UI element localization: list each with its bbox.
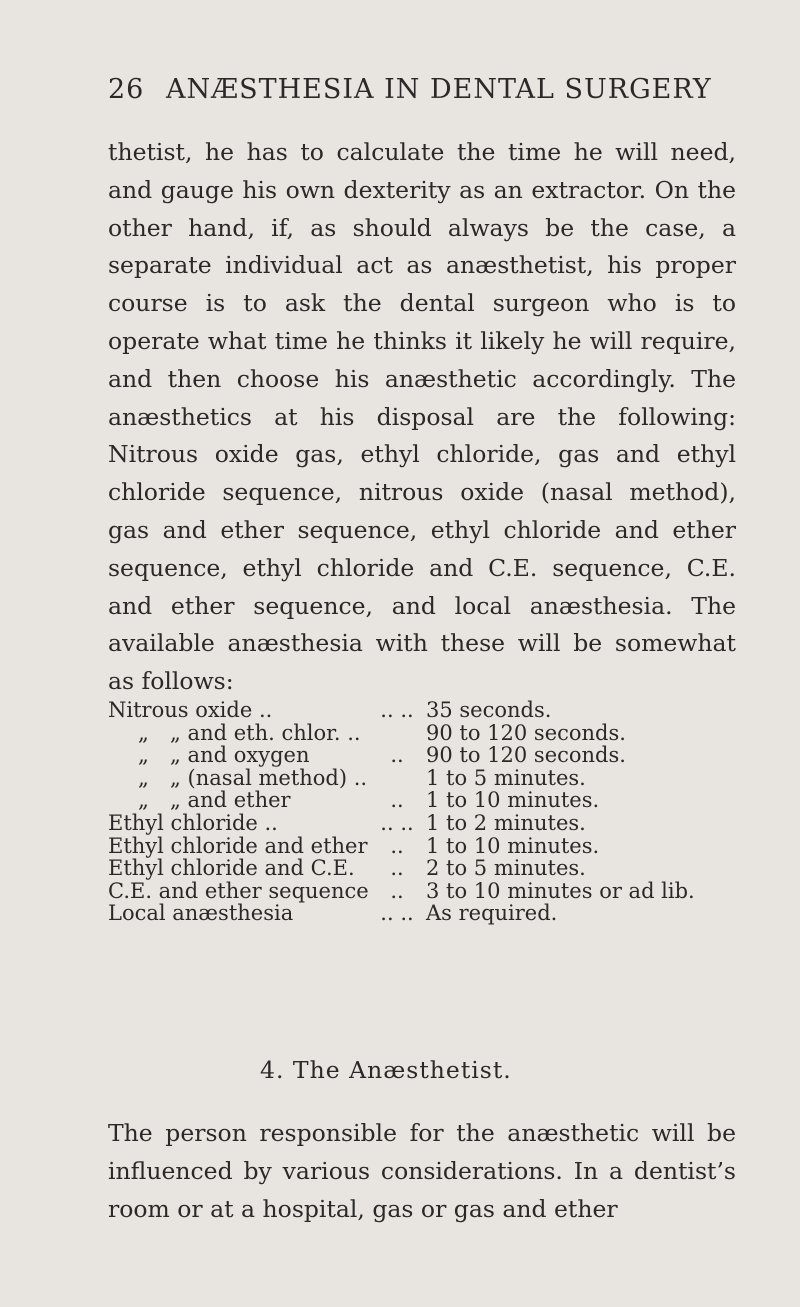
duration-value: 1 to 5 minutes.: [426, 765, 586, 790]
leader-dots: .. ..: [380, 901, 414, 926]
duration-value: 1 to 2 minutes.: [426, 810, 586, 835]
table-row: [108, 722, 768, 745]
leader-dots: ..: [390, 788, 404, 813]
leader-dots: .. ..: [380, 810, 414, 835]
running-head: [108, 74, 712, 105]
table-row: [108, 902, 768, 925]
table-row: [108, 699, 768, 722]
leader-dots: .. ..: [380, 698, 414, 722]
anaesthetic-label: „ „ (nasal method) ..: [108, 767, 368, 790]
leader-dots: ..: [390, 856, 404, 881]
table-row: [108, 857, 768, 880]
ditto-mark: „: [138, 788, 149, 813]
anaesthetic-label: „ „ and oxygen: [108, 744, 368, 767]
anaesthetic-label: „ „ and eth. chlor. ..: [108, 722, 368, 745]
section-number: 4.: [260, 1056, 285, 1084]
table-row: [108, 835, 768, 858]
table-row: [108, 812, 768, 835]
section-heading: [260, 1056, 512, 1084]
section-title-text: The Anæsthetist.: [292, 1056, 512, 1084]
anaesthetic-label: C.E. and ether sequence: [108, 878, 369, 903]
duration-value: 35 seconds.: [426, 698, 552, 722]
duration-value: 90 to 120 seconds.: [426, 720, 626, 745]
duration-value: 3 to 10 minutes or ad lib.: [426, 878, 695, 903]
leader-dots: ..: [390, 878, 404, 903]
anaesthetic-label: Ethyl chloride and C.E.: [108, 856, 355, 881]
table-row: [108, 767, 768, 790]
table-row: [108, 744, 768, 767]
page-number: 26: [108, 74, 145, 105]
body-paragraph: thetist, he has to calculate the time he will need, and gauge his own dexterity as an extractor. On the other hand, if, as should always be the case, a separate individual act as anæsthetist, his proper course is to ask the dental surgeon who is to operate what time he thinks it likely he will require, and then choose his anæsthetic accordingly. The anæsthetics at his disposal are the following: Nitrous oxide gas, ethyl chloride, gas and ethyl chloride sequence, nitrous oxide (nasal method), gas and ether sequence, ethyl chloride and ether sequence, ethyl chloride and C.E. sequence, C.E. and ether sequence, and local anæsthesia. The available anæsthesia with these will be somewhat as follows:: [108, 138, 736, 696]
duration-value: 1 to 10 minutes.: [426, 833, 600, 858]
leader-dots: ..: [390, 833, 404, 858]
duration-value: As required.: [426, 901, 558, 926]
anaesthetic-label: Ethyl chloride and ether: [108, 833, 368, 858]
ditto-mark: „: [138, 720, 149, 745]
anaesthetic-label: Local anæsthesia: [108, 901, 294, 926]
duration-value: 90 to 120 seconds.: [426, 743, 626, 768]
leader-dots: [368, 767, 426, 790]
anaesthetic-label: Nitrous oxide ..: [108, 698, 273, 722]
ditto-mark: „: [138, 765, 149, 790]
table-row: [108, 880, 768, 903]
leader-dots: ..: [390, 743, 404, 768]
table-row: [108, 789, 768, 812]
leader-dots: [368, 722, 426, 745]
anaesthetic-label: Ethyl chloride ..: [108, 810, 278, 835]
anaesthesia-duration-table: [108, 699, 768, 925]
duration-value: 2 to 5 minutes.: [426, 856, 586, 881]
ditto-mark: „: [138, 743, 149, 768]
running-title: ANÆSTHESIA IN DENTAL SURGERY: [165, 74, 712, 105]
anaesthetic-label: „ „ and ether: [108, 789, 368, 812]
body-paragraph: The person responsible for the anæsthetic will be influenced by various considerations. In a dentist’s room or at a hospital, gas or gas and ether: [108, 1119, 736, 1223]
duration-value: 1 to 10 minutes.: [426, 788, 600, 813]
